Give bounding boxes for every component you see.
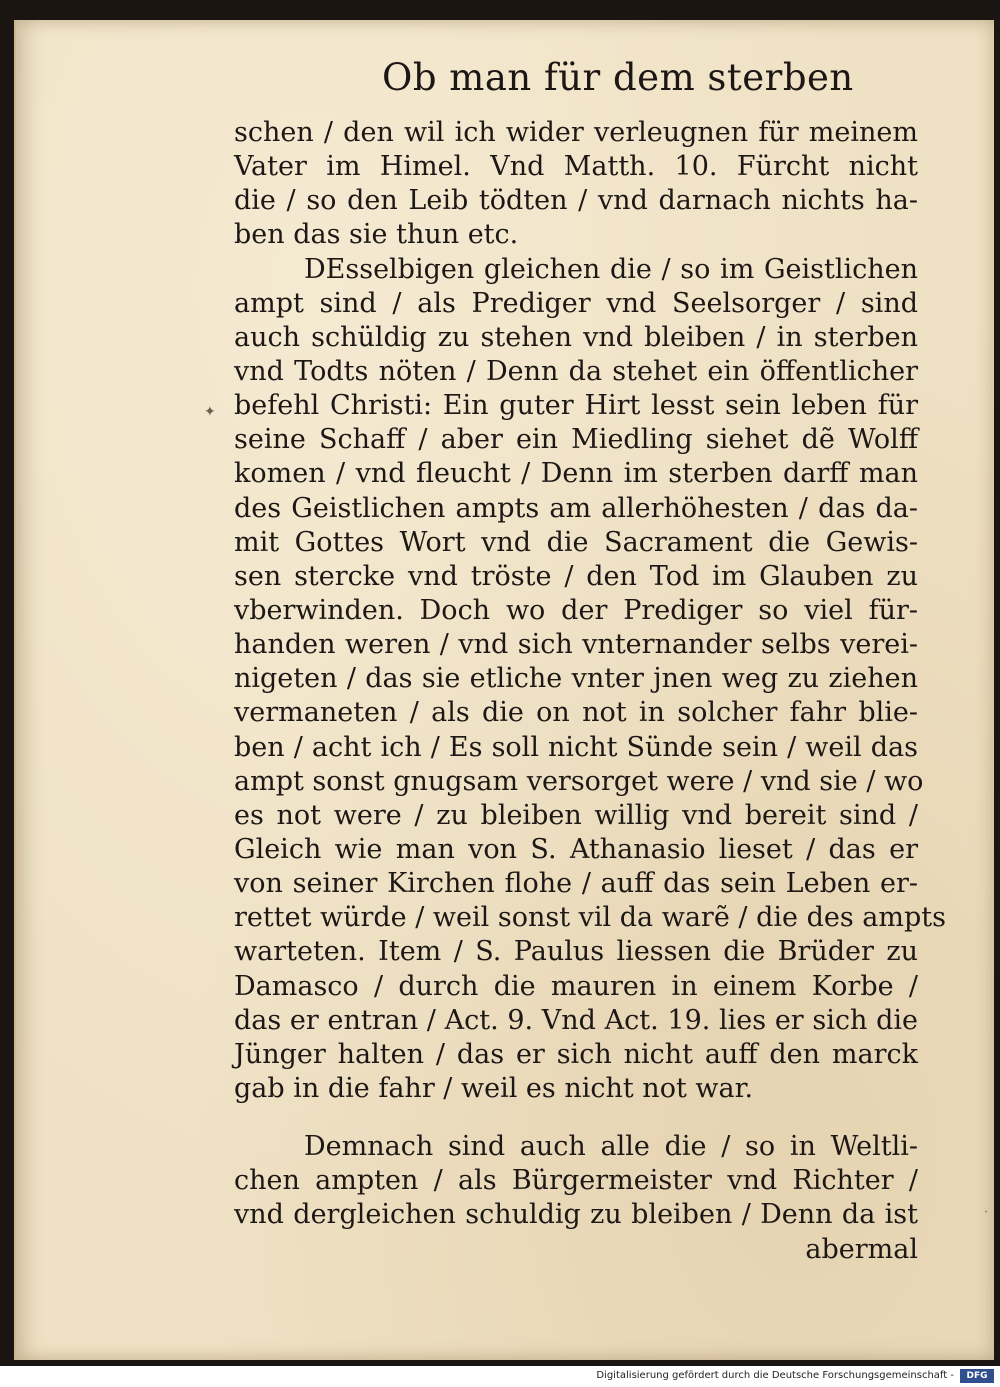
text-line: Jünger halten / das er sich nicht auff den marck [234, 1038, 918, 1070]
text-line: Gleich wie man von S. Athanasio lieset / das er [234, 833, 918, 865]
text-line: komen / vnd fleucht / Denn im sterben darff man [234, 458, 918, 490]
margin-speck: ✦ [204, 404, 216, 420]
text-line: ampt sonst gnugsam versorget were / vnd sie / wo [234, 765, 924, 797]
text-line: das er entran / Act. 9. Vnd Act. 19. lies er sich die [234, 1004, 918, 1036]
running-header: Ob man für dem sterben [382, 56, 854, 99]
text-line: Demnach sind auch alle die / so in Weltli- [304, 1131, 918, 1163]
text-line: Damasco / durch die mauren in einem Korbe / [234, 970, 918, 1002]
text-line: ben / acht ich / Es soll nicht Sünde sein / weil das [234, 731, 918, 763]
text-line: vermaneten / als die on not in solcher fahr blie- [234, 697, 918, 729]
margin-mark: ˙ [982, 1208, 990, 1227]
book-page [14, 20, 994, 1360]
text-line: vnd Todts nöten / Denn da stehet ein öffentlicher [234, 355, 918, 387]
text-line: des Geistlichen ampts am allerhöhesten / das da- [234, 492, 918, 524]
text-line: chen ampten / als Bürgermeister vnd Richter / [234, 1165, 918, 1197]
text-line: mit Gottes Wort vnd die Sacrament die Gewis- [234, 526, 918, 558]
footer-credit: Digitalisierung gefördert durch die Deutsche Forschungsgemeinschaft - [596, 1370, 954, 1381]
text-line: ampt sind / als Prediger vnd Seelsorger / sind [234, 287, 918, 319]
text-line: die / so den Leib tödten / vnd darnach nichts ha- [234, 185, 918, 217]
text-line: rettet würde / weil sonst vil da warẽ / die des ampts [234, 902, 946, 934]
text-line: ben das sie thun etc. [234, 219, 519, 251]
text-line: schen / den wil ich wider verleugnen für meinem [234, 117, 918, 148]
dfg-logo: DFG [960, 1369, 994, 1383]
text-body [234, 116, 946, 1267]
text-line: gab in die fahr / weil es nicht not war. [234, 1072, 754, 1104]
text-line: handen weren / vnd sich vnternander selbs verei- [234, 629, 918, 661]
text-line: auch schüldig zu stehen vnd bleiben / in sterben [234, 321, 918, 353]
text-line: vnd dergleichen schuldig zu bleiben / Denn da ist [234, 1199, 918, 1231]
text-line: abermal [805, 1233, 918, 1265]
text-line: es not were / zu bleiben willig vnd bereit sind / [234, 799, 918, 831]
text-line: Vater im Himel. Vnd Matth. 10. Fürcht nicht [234, 151, 918, 183]
text-line: DEsselbigen gleichen die / so im Geistlichen [304, 253, 918, 285]
text-line: warteten. Item / S. Paulus liessen die Brüder zu [234, 936, 918, 968]
text-line: nigeten / das sie etliche vnter jnen weg zu ziehen [234, 663, 918, 695]
text-line: vberwinden. Doch wo der Prediger so viel für- [234, 594, 918, 626]
digitization-footer [0, 1366, 1000, 1387]
text-line: befehl Christi: Ein guter Hirt lesst sein leben für [234, 390, 918, 422]
text-line: seine Schaff / aber ein Miedling siehet dẽ Wolff [234, 424, 918, 456]
text-line: von seiner Kirchen flohe / auff das sein Leben er- [234, 868, 918, 900]
text-line: sen stercke vnd tröste / den Tod im Glauben zu [234, 560, 918, 592]
